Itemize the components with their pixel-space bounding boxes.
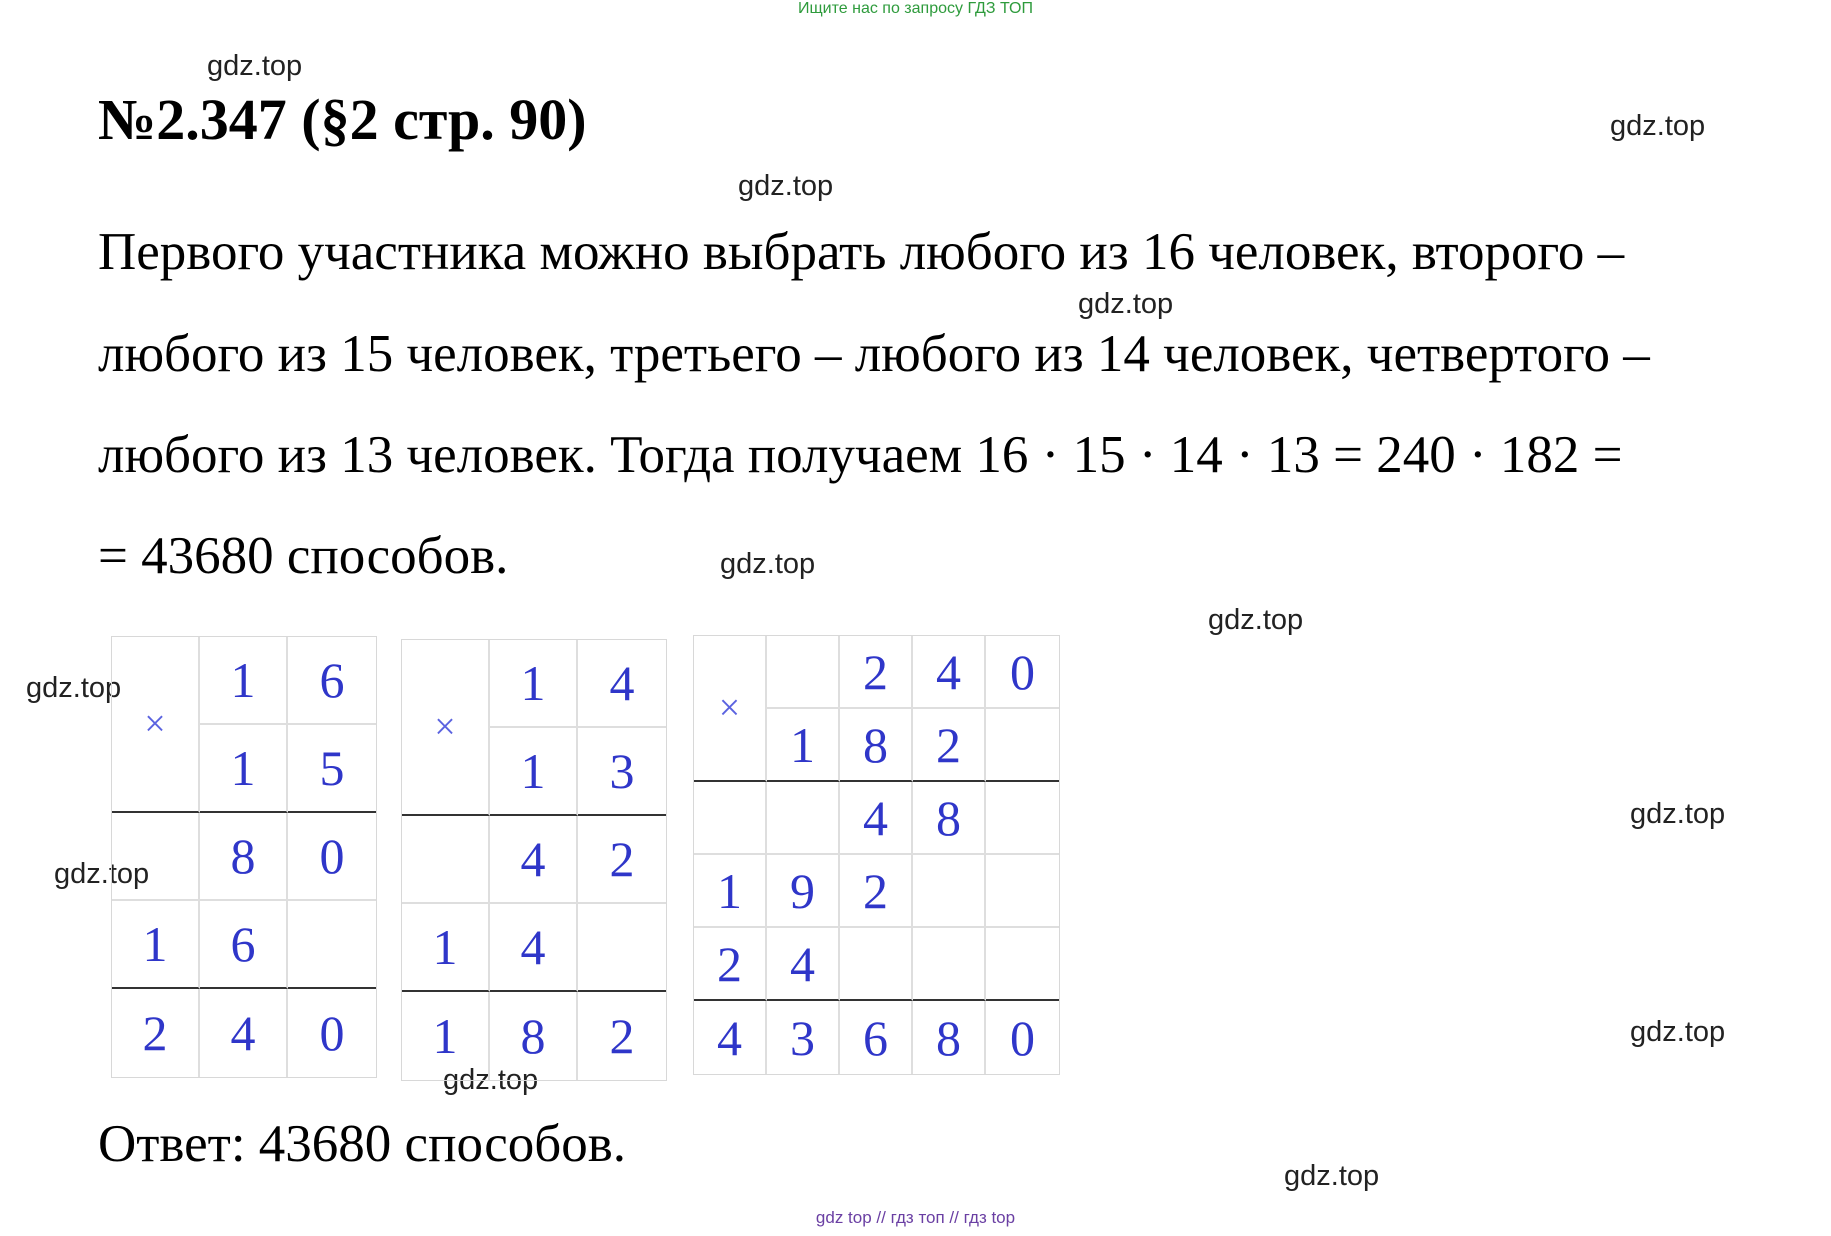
digit-cell: 4: [840, 782, 913, 855]
digit-cell: 1: [490, 728, 578, 816]
digit-cell: [578, 904, 666, 992]
watermark: gdz.top: [26, 672, 122, 704]
digit-cell: [986, 782, 1059, 855]
digit-cell: 1: [402, 992, 490, 1080]
digit-cell: 1: [694, 855, 767, 928]
digit-cell: 0: [1010, 1009, 1035, 1066]
watermark: gdz.top: [1630, 798, 1726, 830]
header-note: Ищите нас по запросу ГДЗ ТОП: [798, 0, 1033, 17]
digit-cell: 8: [913, 1001, 986, 1074]
digit-cell: [694, 782, 767, 855]
digit-cell: 1: [767, 709, 840, 782]
multiplication-14x13: [401, 639, 667, 1081]
digit-cell: 8: [490, 992, 578, 1080]
watermark: gdz.top: [1208, 604, 1304, 636]
solution-line-4: = 43680 способов.: [98, 527, 509, 585]
digit-cell: 4: [200, 989, 288, 1077]
digit-cell: 3: [767, 1001, 840, 1074]
digit-cell: 2: [112, 989, 200, 1077]
watermark: gdz.top: [207, 50, 303, 82]
digit-cell: 5: [288, 725, 376, 813]
digit-cell: 1: [490, 640, 578, 728]
multiply-sign: ×: [402, 640, 490, 816]
digit-cell: 4: [694, 1001, 767, 1074]
digit-cell: [112, 813, 200, 901]
digit-cell: 2: [578, 816, 666, 904]
digit-cell: 2: [609, 1008, 635, 1064]
digit-cell: 1: [200, 725, 288, 813]
digit-cell: 4: [767, 928, 840, 1001]
digit-cell: [913, 928, 986, 1001]
watermark: gdz.top: [738, 170, 834, 202]
digit-cell: 2: [694, 928, 767, 1001]
digit-cell: 0: [319, 1005, 345, 1061]
digit-cell: [840, 928, 913, 1001]
solution-line-3: любого из 13 человек. Тогда получаем 16 · 15 · 14 · 13 = 240 · 182 =: [98, 426, 1623, 484]
watermark: gdz.top: [1078, 288, 1174, 320]
digit-cell: [913, 855, 986, 928]
digit-cell: 0: [986, 636, 1059, 709]
watermark: gdz.top: [720, 548, 816, 580]
digit-cell: 2: [840, 636, 913, 709]
digit-cell: [767, 636, 840, 709]
multiply-sign: ×: [694, 636, 767, 782]
watermark: gdz.top: [1284, 1160, 1380, 1192]
digit-cell: [767, 782, 840, 855]
multiplication-240x182: [693, 635, 1060, 1075]
multiply-sign: ×: [112, 637, 200, 813]
digit-cell: 8: [840, 709, 913, 782]
digit-cell: 2: [840, 855, 913, 928]
watermark: gdz.top: [443, 1064, 539, 1096]
digit-cell: [986, 709, 1059, 782]
digit-cell: 4: [490, 904, 578, 992]
digit-cell: 4: [578, 640, 666, 728]
digit-cell: [986, 928, 1059, 1001]
digit-cell: 8: [913, 782, 986, 855]
digit-cell: 4: [490, 816, 578, 904]
digit-cell: 6: [200, 901, 288, 989]
watermark: gdz.top: [1630, 1016, 1726, 1048]
digit-cell: [288, 901, 376, 989]
digit-cell: [986, 855, 1059, 928]
digit-cell: 8: [200, 813, 288, 901]
digit-cell: 9: [767, 855, 840, 928]
digit-cell: 3: [578, 728, 666, 816]
digit-cell: 4: [913, 636, 986, 709]
digit-cell: 6: [840, 1001, 913, 1074]
watermark: gdz.top: [54, 858, 150, 890]
digit-cell: [402, 816, 490, 904]
digit-cell: 2: [913, 709, 986, 782]
watermark: gdz.top: [1610, 110, 1706, 142]
digit-cell: 1: [200, 637, 288, 725]
task-title: №2.347 (§2 стр. 90): [98, 87, 587, 152]
digit-cell: 6: [288, 637, 376, 725]
solution-line-2: любого из 15 человек, третьего – любого из 14 человек, четвертого –: [98, 325, 1650, 383]
answer: Ответ: 43680 способов.: [98, 1115, 627, 1173]
digit-cell: 1: [402, 904, 490, 992]
digit-cell: 0: [288, 813, 376, 901]
footer-note: gdz top // гдз топ // гдз top: [815, 1208, 1016, 1227]
multiplication-16x15: [111, 636, 377, 1078]
solution-line-1: Первого участника можно выбрать любого из 16 человек, второго –: [98, 223, 1625, 281]
digit-cell: 1: [112, 901, 200, 989]
